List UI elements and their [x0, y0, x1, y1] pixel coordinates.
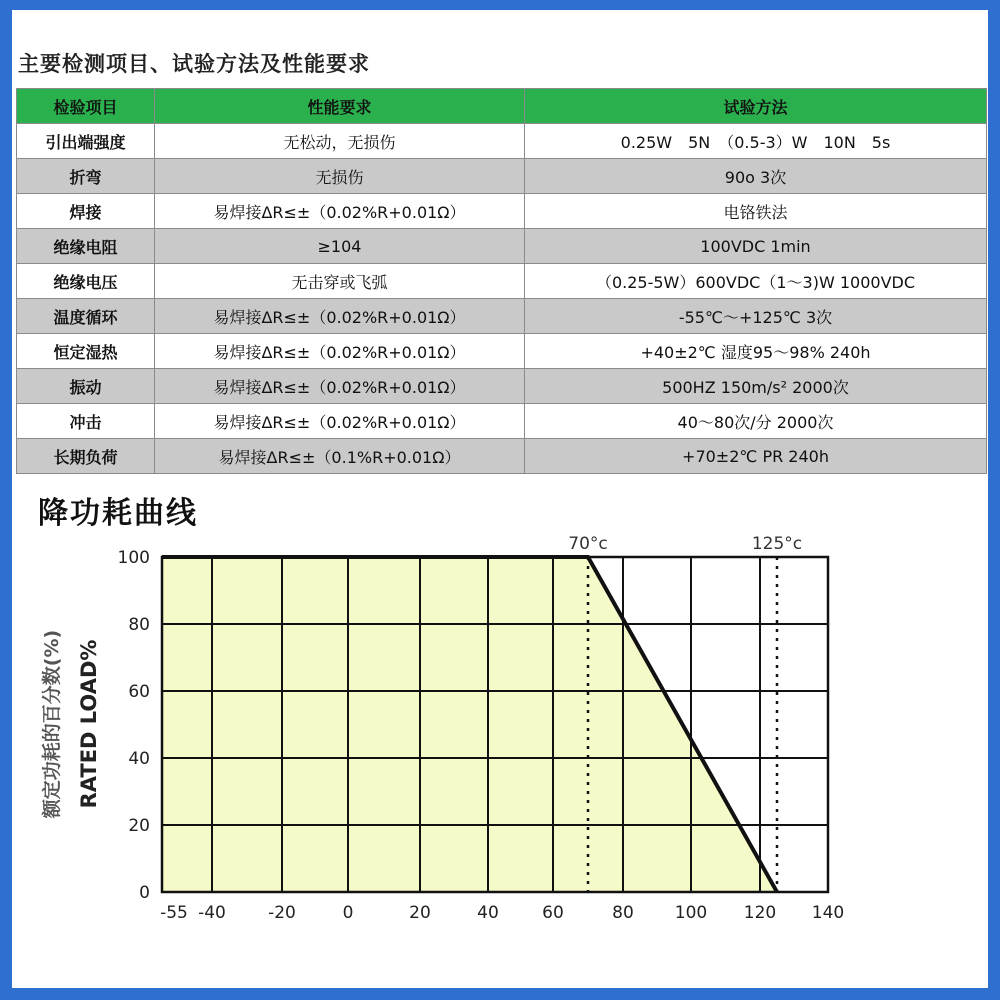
x-tick-label: 40 — [477, 903, 499, 923]
y-tick-label: 20 — [128, 816, 150, 836]
cell-requirement: 易焊接ΔR≤±（0.02%R+0.01Ω） — [155, 334, 525, 369]
cell-item: 振动 — [17, 369, 155, 404]
cell-requirement: 易焊接ΔR≤±（0.02%R+0.01Ω） — [155, 369, 525, 404]
y-tick-label: 40 — [128, 749, 150, 769]
cell-requirement: 易焊接ΔR≤±（0.02%R+0.01Ω） — [155, 404, 525, 439]
y-axis-label-cn: 额定功耗的百分数(%) — [41, 629, 63, 819]
cell-requirement: ≥104 — [155, 229, 525, 264]
y-axis-label-en: RATED LOAD% — [77, 639, 101, 809]
chart-title: 降功耗曲线 — [38, 496, 198, 531]
x-tick-label: 140 — [811, 903, 845, 923]
cell-item: 绝缘电压 — [17, 264, 155, 299]
cell-item: 引出端强度 — [17, 124, 155, 159]
x-tick-label: 0 — [342, 903, 354, 923]
temperature-marker-label: 125°c — [751, 534, 803, 554]
cell-method: （0.25-5W）600VDC（1～3)W 1000VDC — [525, 264, 987, 299]
cell-requirement: 无击穿或飞弧 — [155, 264, 525, 299]
x-tick-label: 80 — [612, 903, 634, 923]
cell-method: -55℃～+125℃ 3次 — [525, 299, 987, 334]
cell-method: +40±2℃ 湿度95～98% 240h — [525, 334, 987, 369]
cell-method: +70±2℃ PR 240h — [525, 439, 987, 474]
temperature-marker-label: 70°c — [568, 534, 608, 554]
y-tick-label: 0 — [139, 883, 150, 903]
y-tick-label: 100 — [117, 548, 150, 568]
cell-method: 40～80次/分 2000次 — [525, 404, 987, 439]
cell-item: 绝缘电阻 — [17, 229, 155, 264]
cell-item: 温度循环 — [17, 299, 155, 334]
x-tick-label: 20 — [409, 903, 431, 923]
cell-method: 电铬铁法 — [525, 194, 987, 229]
header-method: 试验方法 — [525, 89, 987, 124]
y-tick-label: 80 — [128, 615, 150, 635]
cell-requirement: 易焊接ΔR≤±（0.02%R+0.01Ω） — [155, 194, 525, 229]
cell-item: 长期负荷 — [17, 439, 155, 474]
cell-method: 100VDC 1min — [525, 229, 987, 264]
cell-requirement: 易焊接ΔR≤±（0.02%R+0.01Ω） — [155, 299, 525, 334]
cell-requirement: 无松动，无损伤 — [155, 124, 525, 159]
cell-item: 冲击 — [17, 404, 155, 439]
cell-item: 恒定湿热 — [17, 334, 155, 369]
x-tick-label: -55 — [160, 903, 188, 923]
header-item: 检验项目 — [17, 89, 155, 124]
cell-method: 90o 3次 — [525, 159, 987, 194]
x-tick-label: 120 — [743, 903, 777, 923]
x-tick-label: 100 — [674, 903, 708, 923]
x-tick-label: -40 — [198, 903, 226, 923]
x-tick-label: 60 — [542, 903, 564, 923]
x-tick-label: -20 — [268, 903, 296, 923]
cell-item: 折弯 — [17, 159, 155, 194]
cell-item: 焊接 — [17, 194, 155, 229]
cell-method: 500HZ 150m/s² 2000次 — [525, 369, 987, 404]
table-title: 主要检测项目、试验方法及性能要求 — [18, 52, 370, 76]
header-requirement: 性能要求 — [155, 89, 525, 124]
cell-requirement: 易焊接ΔR≤±（0.1%R+0.01Ω） — [155, 439, 525, 474]
cell-requirement: 无损伤 — [155, 159, 525, 194]
y-tick-label: 60 — [128, 682, 150, 702]
cell-method: 0.25W 5N （0.5-3）W 10N 5s — [525, 124, 987, 159]
